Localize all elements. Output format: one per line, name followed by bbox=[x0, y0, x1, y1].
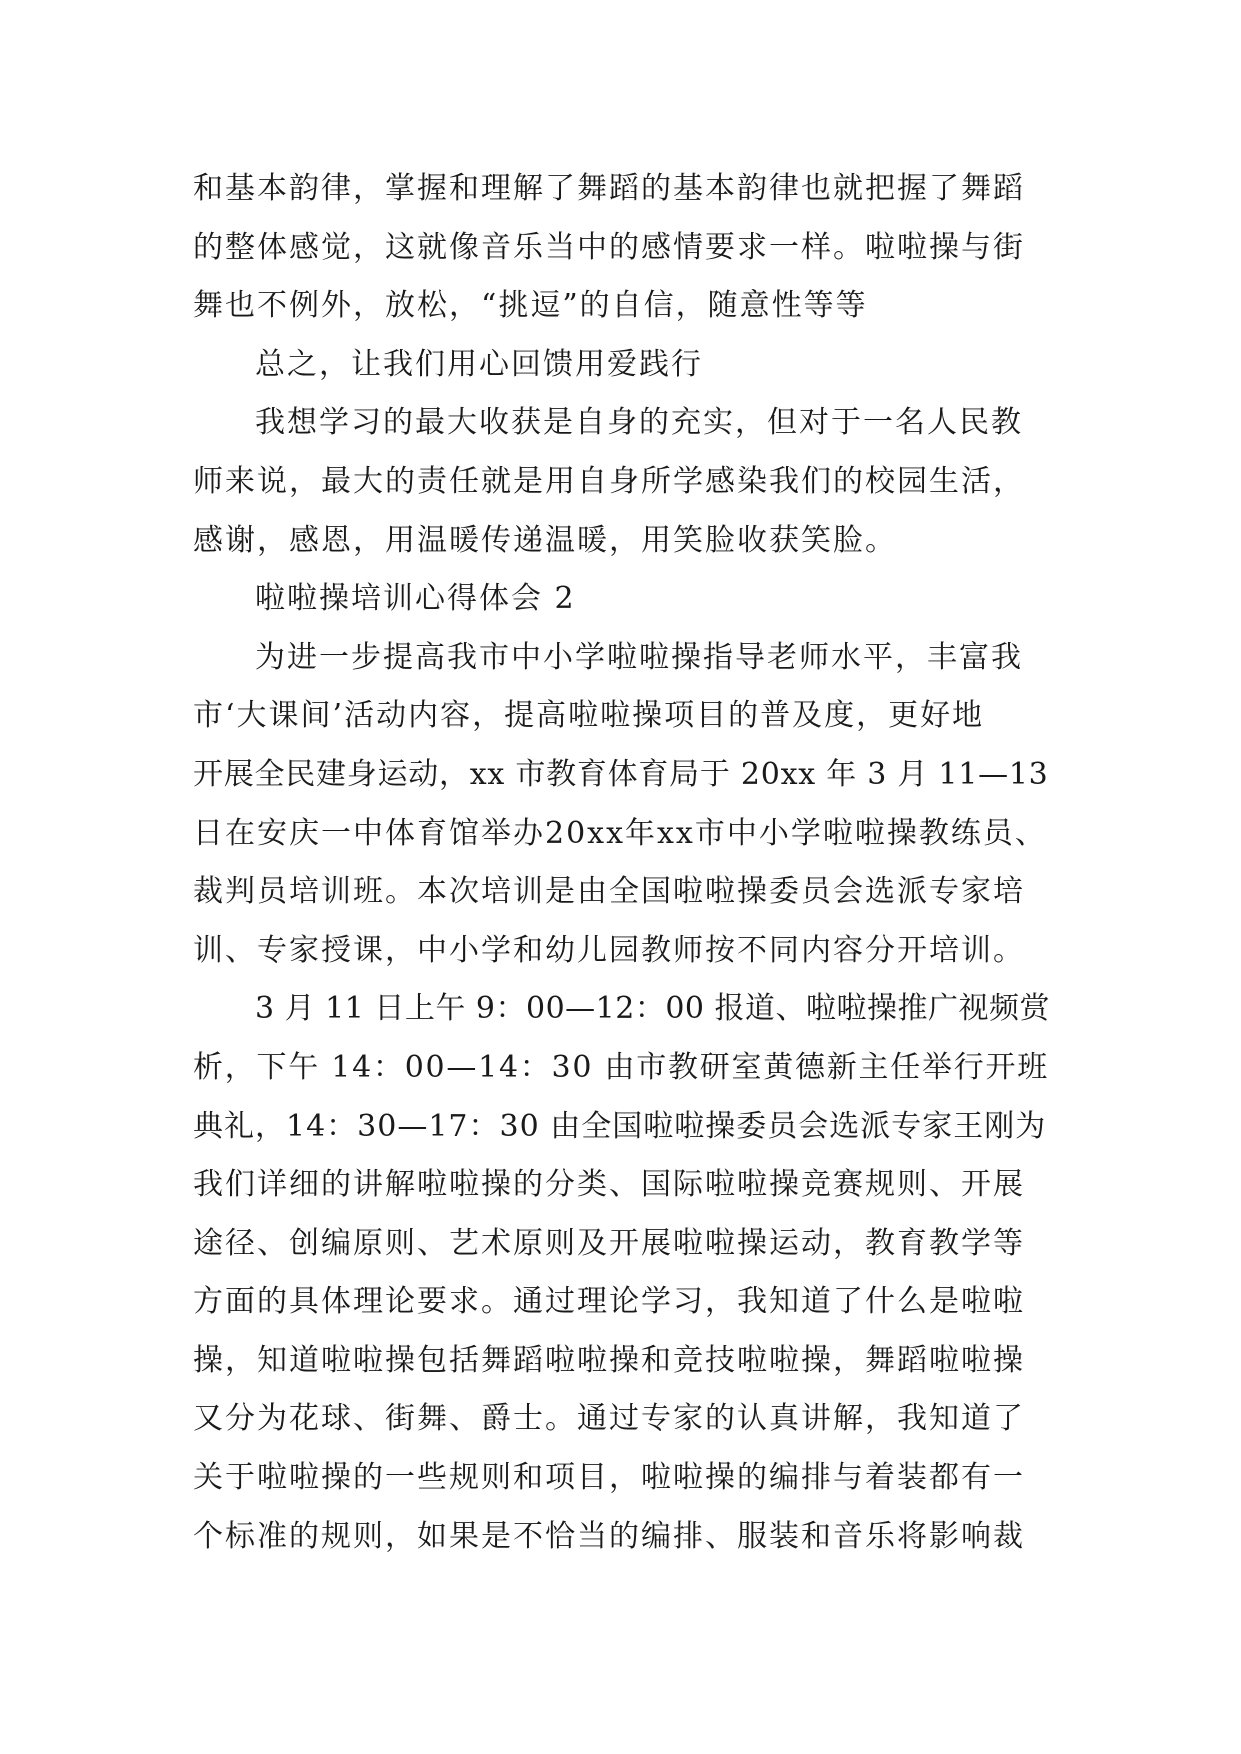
text-line: 我想学习的最大收获是自身的充实，但对于一名人民教 bbox=[255, 405, 1023, 441]
text-line: 为进一步提高我市中小学啦啦操指导老师水平，丰富我 bbox=[255, 639, 1023, 675]
text-line: 3 月 11 日上午 9：00—12：00 报道、啦啦操推广视频赏 bbox=[255, 991, 1051, 1027]
text-line: 我们详细的讲解啦啦操的分类、国际啦啦操竞赛规则、开展 bbox=[193, 1167, 1025, 1203]
text-line: 关于啦啦操的一些规则和项目，啦啦操的编排与着装都有一 bbox=[193, 1460, 1025, 1496]
text-line: 日在安庆一中体育馆举办20xx年xx市中小学啦啦操教练员、 bbox=[193, 815, 1047, 851]
text-line: 的整体感觉，这就像音乐当中的感情要求一样。啦啦操与街 bbox=[193, 229, 1025, 265]
text-line: 市‘大课间’活动内容，提高啦啦操项目的普及度，更好地 bbox=[193, 698, 985, 734]
text-line: 舞也不例外，放松，“挑逗”的自信，随意性等等 bbox=[193, 288, 868, 324]
text-line: 途径、创编原则、艺术原则及开展啦啦操运动，教育教学等 bbox=[193, 1225, 1025, 1261]
text-line: 裁判员培训班。本次培训是由全国啦啦操委员会选派专家培 bbox=[193, 874, 1025, 910]
text-line: 析，下午 14：00—14：30 由市教研室黄德新主任举行开班 bbox=[193, 1049, 1050, 1085]
text-line: 开展全民建身运动，xx 市教育体育局于 20xx 年 3 月 11—13 bbox=[193, 756, 1049, 792]
text-line: 操，知道啦啦操包括舞蹈啦啦操和竞技啦啦操，舞蹈啦啦操 bbox=[193, 1342, 1025, 1378]
document-body bbox=[193, 160, 1053, 1566]
text-line: 典礼，14：30—17：30 由全国啦啦操委员会选派专家王刚为 bbox=[193, 1108, 1047, 1144]
text-line: 师来说，最大的责任就是用自身所学感染我们的校园生活， bbox=[193, 463, 1025, 499]
section-heading: 啦啦操培训心得体会 2 bbox=[255, 581, 576, 617]
text-line: 又分为花球、街舞、爵士。通过专家的认真讲解，我知道了 bbox=[193, 1401, 1025, 1437]
text-line: 方面的具体理论要求。通过理论学习，我知道了什么是啦啦 bbox=[193, 1284, 1025, 1320]
text-line: 个标准的规则，如果是不恰当的编排、服装和音乐将影响裁 bbox=[193, 1518, 1025, 1554]
text-line: 总之，让我们用心回馈用爱践行 bbox=[255, 346, 703, 382]
text-line: 感谢，感恩，用温暖传递温暖，用笑脸收获笑脸。 bbox=[193, 522, 897, 558]
text-line: 训、专家授课，中小学和幼儿园教师按不同内容分开培训。 bbox=[193, 932, 1025, 968]
text-line: 和基本韵律，掌握和理解了舞蹈的基本韵律也就把握了舞蹈 bbox=[193, 171, 1025, 206]
